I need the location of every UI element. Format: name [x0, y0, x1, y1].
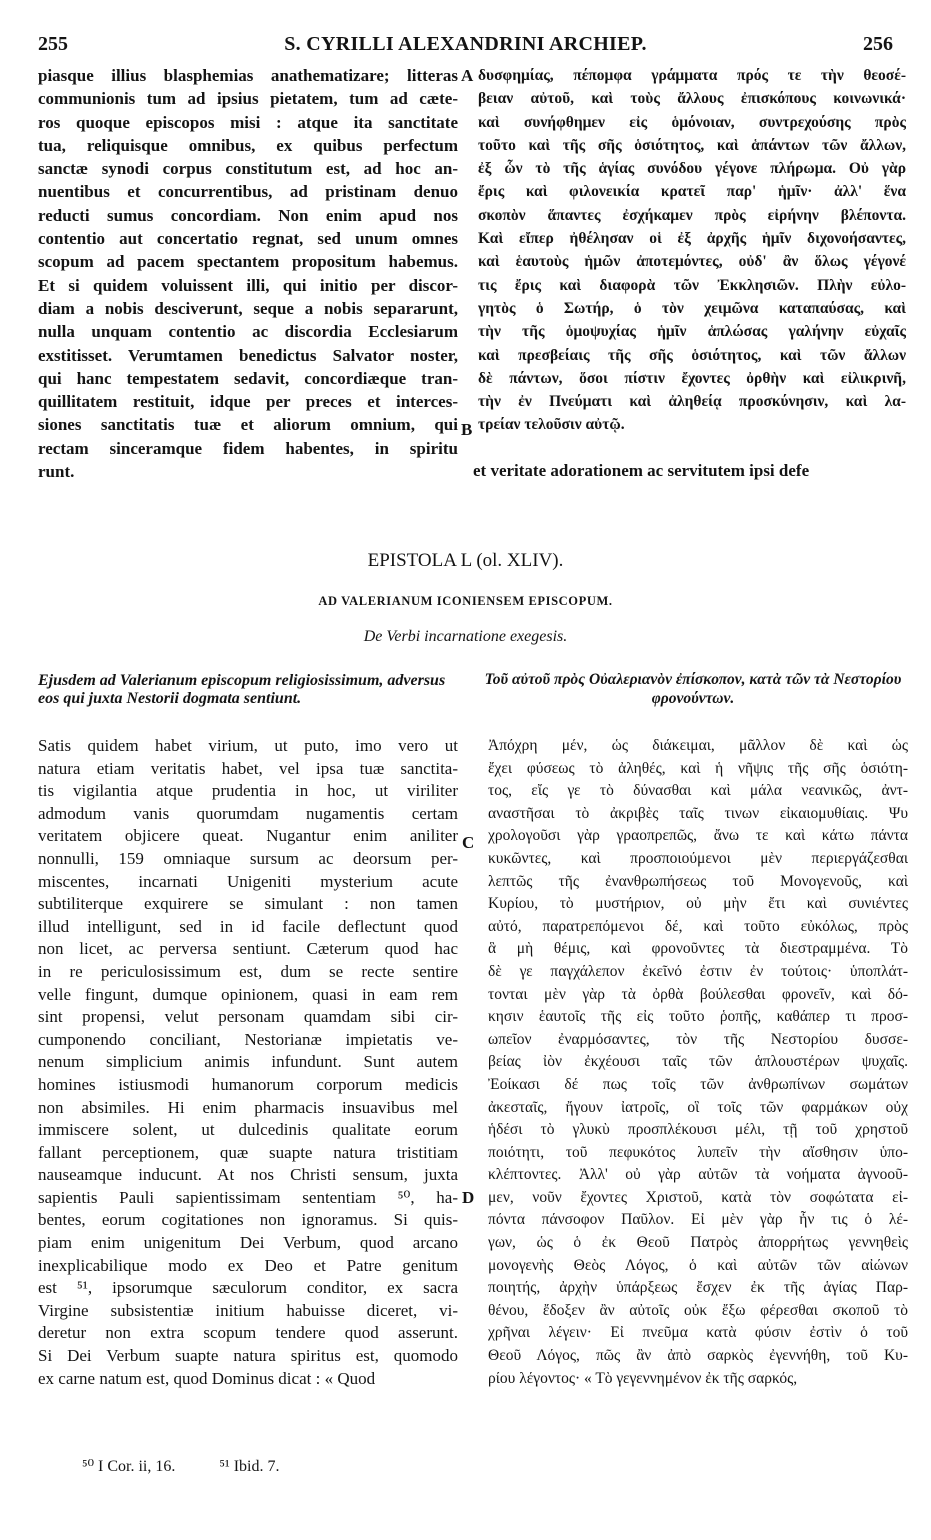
- footnotes: [82, 1456, 319, 1476]
- greek-text-line: βειαν αὐτοῦ, καὶ τοὺς ἄλλους ἐπισκόπους κοινωνικά·: [478, 90, 906, 108]
- greek-text-line: καὶ ἑαυτοὺς ἡμῶν ἀποτεμόντες, οὐδ' ἂν ὅλως γέγονέ: [478, 253, 906, 271]
- latin-text-line: piam enim unigenitum Dei Verbum, quod arcano: [38, 1233, 458, 1253]
- latin-text-line: inexplicabilique modo ex Deo et Patre genitum: [38, 1255, 458, 1275]
- greek-text-line: τοῦτο καὶ τῆς σῆς ὁσιότητος, καὶ ἁπάντων τῶν ἄλλων,: [478, 136, 906, 154]
- latin-text-line: runt.: [38, 462, 75, 482]
- latin-text-line: admodum vanis quorumdam nugamentis certam: [38, 803, 458, 823]
- latin-text-line: ros quoque episcopos misi : atque ita sanctitate: [38, 112, 458, 132]
- greek-text-line: δὲ πάντων, ὅσοι πίστιν ἔχοντες ὀρθὴν καὶ εἰλικρινῆ,: [478, 369, 906, 387]
- greek-column-top: [478, 64, 906, 437]
- latin-column-main: [38, 735, 458, 1390]
- greek-column-main: [488, 735, 908, 1390]
- greek-heading: Τοῦ αὐτοῦ πρὸς Οὐαλεριανὸν ἐπίσκοπον, κατὰ τῶν τὰ Νεστορίου φρονούντων.: [484, 671, 902, 707]
- greek-text-line: ποιότητι, τοῦ πεφυκότος λυπεῖν τὴν αἴσθησιν ὑπο-: [488, 1143, 908, 1161]
- latin-text-line: nulla unquam contentio ac discordia Ecclesiarum: [38, 322, 458, 342]
- latin-text-line: est ⁵¹, ipsorumque sæculorum conditor, ex sacra: [38, 1278, 458, 1298]
- greek-text-line: τὴν τῆς ὁμοψυχίας ἡμῖν ἁπλώσας γαλήνην εὐχαῖς: [478, 323, 906, 341]
- latin-text-line: non absimiles. Hi enim pharmacis insuavibus mel: [38, 1097, 458, 1117]
- greek-text-line: τονται μὲν γὰρ τὰ ὀρθὰ βούλεσθαι φρονεῖν, καὶ δό-: [488, 985, 908, 1003]
- latin-text-line: illud intelligunt, sed in id facile deflectunt quod: [38, 916, 458, 936]
- greek-text-line: κησιν ἑαυτοῖς τῆς εἰς τοῦτο ῥοπῆς, καθάπερ τι προσ-: [488, 1008, 908, 1026]
- latin-text-line: Si Dei Verbum suapte natura spiritus est, quomodo: [38, 1346, 458, 1366]
- greek-text-line: καὶ πρεσβείαις τῆς σῆς ὁσιότητος, καὶ τῶν ἄλλων: [478, 346, 906, 364]
- greek-text-line: λεπτῶς τῆς ἐνανθρωπήσεως τοῦ Μονογενοῦς, καὶ: [488, 872, 908, 890]
- margin-marker-c: C: [462, 833, 475, 852]
- latin-text-line: contentio aut concertatio regnat, sed unum omnes: [38, 229, 458, 249]
- latin-text-line: qui hanc tempestatem sedavit, concordiæque tran-: [38, 368, 458, 388]
- greek-text-line: τρείαν τελοῦσιν αὐτῷ.: [478, 416, 625, 434]
- greek-text-line: θένου, ἔδοξεν ἂν αὐτοῖς οὐκ ἔξω φέρεσθαι σκοποῦ τὸ: [488, 1301, 908, 1319]
- latin-text-line: communionis tum ad ipsius pietatem, tum ad cæte-: [38, 89, 458, 109]
- greek-text-line: κλέπτοντες. Ἀλλ' οὐ γὰρ αὐτῶν τὰ νοήματα ἀγνοοῦ-: [488, 1166, 908, 1184]
- greek-text-line: αναστῆσαι τὸ ἀκριβὲς ταῖς τινων εἰκαιομυθίαις. Ψυ: [488, 804, 908, 822]
- latin-text-line: immiscere solent, ut dulcedinis qualitate eorum: [38, 1120, 458, 1140]
- greek-text-line: γητὸς ὁ Σωτήρ, ὁ τὸν χειμῶνα καταπαύσας, καὶ: [478, 299, 906, 317]
- latin-text-line: homines istiusmodi humanorum corporum medicis: [38, 1074, 458, 1094]
- latin-text-line: reducti sumus concordiam. Non enim apud nos: [38, 205, 458, 225]
- greek-text-line: Ἀπόχρη μέν, ὡς διάκειμαι, μᾶλλον δὲ καὶ ὡς: [488, 737, 908, 754]
- greek-text-line: σκοπὸν ἅπαντες ἐσχήκαμεν πρὸς εἰρήνην βλέποντα.: [478, 206, 906, 224]
- latin-text-line: scopum ad pacem spectantem propositum habemus.: [38, 252, 458, 272]
- right-page-number: 256: [863, 33, 893, 55]
- latin-text-line: ex carne natum est, quod Dominus dicat : « Quod: [38, 1368, 376, 1388]
- greek-text-line: ωπεῖον ἐναρμόσαντες, τὸν τῆς Νεστορίου δυσσε-: [488, 1030, 908, 1048]
- latin-text-line: Et si quidem voluissent illi, qui initio per discor-: [38, 275, 458, 295]
- latin-text-line: cumponendo conciliant, Nestorianæ impietatis ve-: [38, 1029, 458, 1049]
- latin-text-line: exstitisset. Verumtamen benedictus Salvator noster,: [38, 345, 458, 365]
- left-page-number: 255: [38, 33, 68, 55]
- epistle-title: EPISTOLA L (ol. XLIV).: [367, 550, 564, 571]
- greek-text-line: γων, ὡς ὁ ἐκ Θεοῦ Πατρὸς ἀπορρήτως γεννηθεὶς: [488, 1234, 908, 1252]
- latin-column-top: [38, 64, 458, 483]
- latin-text-line: nauseamque inducunt. At nos Christi sensum, juxta: [38, 1165, 458, 1185]
- greek-text-line: Ἐοίκασι δέ πως τοῖς τῶν ἀνθρωπίνων σωμάτων: [488, 1075, 908, 1093]
- greek-text-line: ἐξ ὧν τὸ τῆς ἁγίας συνόδου γέγονε πλήρωμα. Οὐ γὰρ: [478, 160, 906, 178]
- latin-text-line: nenum simplicium animis infundunt. Sunt autem: [38, 1052, 458, 1072]
- latin-text-line: subtiliterque exquirere se simulant : non tamen: [38, 894, 458, 914]
- greek-text-line: τις ἔρις καὶ διαφορὰ τῶν Ἐκκλησιῶν. Πλὴν εὐλο-: [478, 276, 906, 294]
- greek-text-line: ἔχει φύσεως τὸ ἀληθές, καὶ ἡ νῆψις τῆς σῆς ὁσιότη-: [488, 759, 908, 777]
- greek-text-line: καὶ συνήφθημεν εἰς ὁμόνοιαν, συντρεχούσης πρὸς: [478, 113, 906, 131]
- greek-text-line: τος, εἴς γε τὸ δύνασθαι καὶ μάλα νεανικῶς, ἀντ-: [488, 782, 908, 800]
- greek-text-line: κυκῶντες, καὶ προσποιούμενοι μὲν περιεργάζεσθαι: [488, 849, 908, 867]
- latin-text-line: tis vigilantia atque prudentia in hoc, ut viriliter: [38, 781, 458, 801]
- latin-text-line: nonnulli, 159 omniaque sursum ac deorsum per-: [38, 848, 458, 868]
- latin-text-line: nuentibus et concurrentibus, ad pristinam denuo: [38, 182, 458, 202]
- greek-text-line: ἔρις καὶ φιλονεικία κρατεῖ παρ' ἡμῖν· ἀλλ' ἕνα: [478, 183, 906, 201]
- greek-text-line: ρίου λέγοντος· « Τὸ γεγεννημένον ἐκ τῆς σαρκός,: [488, 1369, 798, 1387]
- latin-text-line: diam a nobis desciverunt, seque a nobis separarunt,: [38, 298, 458, 318]
- running-title: S. CYRILLI ALEXANDRINI ARCHIEP.: [284, 33, 647, 55]
- greek-text-line: χρῆναι λέγειν· Εἰ πνεῦμα κατὰ φύσιν ἐστὶν ὁ τοῦ: [488, 1324, 908, 1342]
- greek-text-line: πόντα πάνσοφον Παῦλον. Εἰ μὲν γὰρ ἦν τις ὁ λέ-: [488, 1211, 908, 1229]
- latin-text-line: veritatem objicere queat. Nugantur enim aniliter: [38, 826, 458, 846]
- greek-text-line: δὲ γε παγχάλεπον ἐκεῖνό ἐστιν ἐν τούτοις· ὑποπλάτ-: [488, 962, 908, 980]
- latin-text-line: in re periculosissimum est, dum se recte sentire: [38, 961, 458, 981]
- latin-text-line: sint propensi, velut personam quamdam sibi cir-: [38, 1007, 458, 1027]
- greek-text-line: μεν, νοῦν ἔχοντες Χριστοῦ, κατὰ τὸν σοφώτατα εἰ-: [488, 1188, 908, 1206]
- latin-text-line: non licet, ac perversa sentiunt. Cæterum quod hac: [38, 939, 458, 959]
- margin-marker-b: B: [461, 420, 473, 439]
- greek-column-tail: et veritate adorationem ac servitutem ipsi defe: [473, 461, 810, 480]
- latin-text-line: Satis quidem habet virium, ut puto, imo vero ut: [38, 736, 458, 755]
- greek-text-line: Κυρίου, τὸ μυστήριον, οὐ μὴν ἔτι καὶ συνιέντες: [488, 895, 908, 913]
- latin-text-line: quillitatem restituit, idque per preces et interces-: [38, 392, 458, 412]
- latin-text-line: natura etiam veritatis habet, vel ipsa tuæ sanctita-: [38, 758, 458, 778]
- greek-text-line: βείας ἰὸν ἐκχέουσι ταῖς τῶν ἁπλουστέρων ψυχαῖς.: [488, 1053, 908, 1071]
- greek-text-line: ποιητής, ἀρχὴν ὑπάρξεως ἔσχεν ἐκ τῆς ἁγίας Παρ-: [488, 1279, 908, 1297]
- greek-text-line: Θεοῦ Λόγος, πῶς ἂν ἀπὸ σαρκὸς ἐγεννήθη, τοῦ Κυ-: [488, 1347, 908, 1365]
- greek-text-line: αὐτό, παρατρεπόμενοι δέ, καὶ τοῦτο εὐκόλως, πρὸς: [488, 917, 908, 935]
- greek-text-line: Καὶ εἴπερ ἠθέλησαν οἱ ἐξ ἀρχῆς ἡμῖν διχονοήσαντες,: [478, 230, 906, 248]
- latin-text-line: rectam sinceramque fidem habentes, in spiritu: [38, 438, 458, 458]
- latin-text-line: fallant perceptionem, quæ suapte natura tristitiam: [38, 1142, 458, 1162]
- latin-text-line: miscentes, incarnati Unigeniti mysterium acute: [38, 871, 458, 891]
- greek-text-line: δυσφημίας, πέπομφα γράμματα πρός τε τὴν θεοσέ-: [478, 67, 906, 84]
- greek-text-line: μονογενὴς Θεὸς Λόγος, ὁ καὶ αὐτῶν τῶν αἰώνων: [488, 1256, 908, 1274]
- margin-marker-a: A: [461, 66, 474, 85]
- latin-text-line: Virgine subsistentiæ initium habuisse diceret, vi-: [38, 1300, 458, 1320]
- greek-text-line: τὴν ἐν Πνεύματι καὶ ἀληθείᾳ προσκύνησιν, καὶ λα-: [478, 393, 906, 411]
- latin-text-line: tua, reliquisque omnibus, ex quibus perfectum: [38, 135, 458, 155]
- latin-text-line: sanctæ synodi corpus constitutum est, ad hoc an-: [38, 159, 458, 179]
- epistle-addressee: AD VALERIANUM ICONIENSEM EPISCOPUM.: [318, 594, 613, 608]
- latin-heading: Ejusdem ad Valerianum episcopum religiosissimum, adversus eos qui juxta Nestorii dogmata sentiunt.: [38, 672, 446, 707]
- latin-text-line: siones sanctitatis tuæ et aliorum omnium, qui: [38, 415, 458, 435]
- epistle-subject: De Verbi incarnatione exegesis.: [363, 628, 568, 645]
- margin-marker-d: D: [462, 1188, 475, 1207]
- latin-text-line: sapientis Pauli sapientissimam sententiam ⁵⁰, ha-: [38, 1187, 458, 1207]
- latin-text-line: bentes, eorum cogitationes non ignoramus. Si quis-: [38, 1210, 458, 1230]
- footnote-51: ⁵¹ Ibid. 7.: [219, 1458, 280, 1475]
- footnote-50: ⁵⁰ I Cor. ii, 16.: [82, 1458, 176, 1475]
- greek-text-line: ἡδέσι τὸ γλυκὺ προσπλέκουσι μέλι, τῇ τοῦ χρηστοῦ: [488, 1121, 908, 1139]
- greek-text-line: ἃ μὴ θέμις, καὶ φρονοῦντες τὰ διεστραμμένα. Τὸ: [488, 940, 908, 958]
- greek-text-line: ἀκεσταῖς, ἤγουν ἰατροῖς, οἳ τοῖς τῶν φαρμάκων οὐχ: [488, 1098, 908, 1116]
- greek-text-line: χρολογοῦσι γὰρ γραοπρεπῶς, ἄνω τε καὶ κάτω πάντα: [488, 827, 908, 845]
- latin-text-line: velle fingunt, dumque opinionem, quasi in eam rem: [38, 984, 458, 1004]
- latin-text-line: deretur non extra scopum tendere quod asserunt.: [38, 1323, 458, 1343]
- latin-text-line: piasque illius blasphemias anathematizare; litteras: [38, 66, 458, 85]
